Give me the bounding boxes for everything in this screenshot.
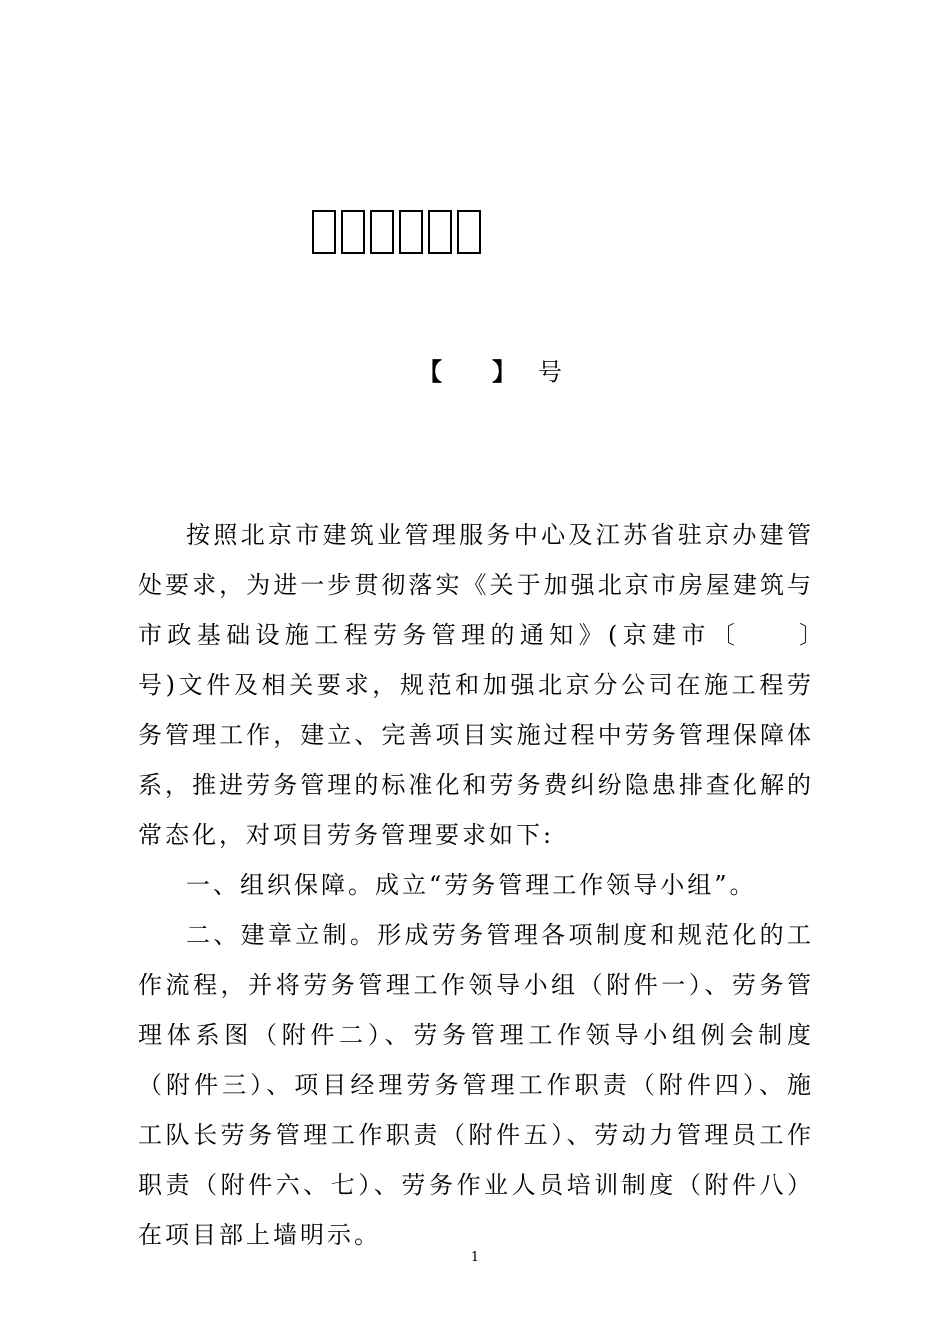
title-glyph-placeholder [370,210,394,254]
body-paragraph: 按照北京市建筑业管理服务中心及江苏省驻京办建管处要求，为进一步贯彻落实《关于加强北京市房屋建筑与市政基础设施工程劳务管理的通知》(京建市〔 〕 号)文件及相关要求，规范和加强北京分公司在施工程劳务管理工作，建立、完善项目实施过程中劳务管理保障体系，推进劳务管理的标准化和劳务费纠纷隐患排查化解的常态化，对项目劳务管理要求如下: [138,521,868,849]
title-glyph-placeholder [312,210,336,254]
title-glyph-placeholder [457,210,481,254]
number-bracket-left: 【 [418,357,442,386]
number-bracket-right: 】 [492,357,516,386]
title-glyph-placeholder [428,210,452,254]
title-glyph-placeholder [341,210,365,254]
document-title [312,204,492,260]
body-paragraph: 一、组织保障。成立“劳务管理工作领导小组”。 [186,871,757,899]
number-suffix: 号 [538,358,562,386]
title-glyph-placeholder [399,210,423,254]
body-paragraph: 二、建章立制。形成劳务管理各项制度和规范化的工作流程，并将劳务管理工作领导小组（附件一）、劳务管理体系图（附件二）、劳务管理工作领导小组例会制度（附件三）、项目经理劳务管理工作职责（附件四）、施工队长劳务管理工作职责（附件五）、劳动力管理员工作职责（附件六、七）、劳务作业人员培训制度（附件八）在项目部上墙明示。 [138,921,814,1249]
document-body [138,510,868,1260]
page-number: 1 [470,1250,480,1265]
